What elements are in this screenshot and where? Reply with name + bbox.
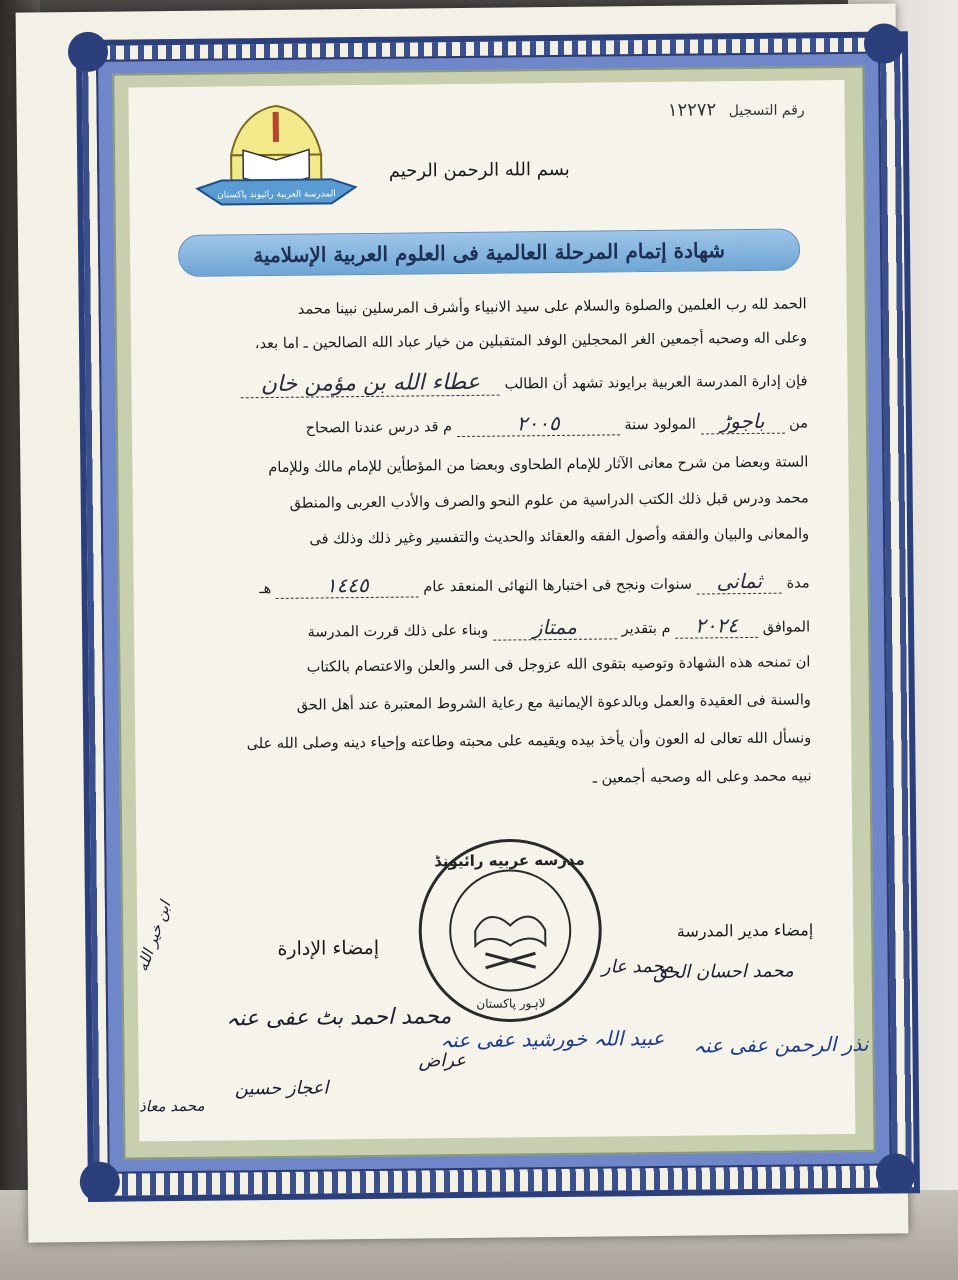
text-segment: مدة (786, 575, 810, 592)
text-line-9 (307, 612, 810, 642)
registration-number: ١٢٢٧٢ (667, 99, 717, 121)
exam-year-gregorian: ٢٠٢٤ (675, 613, 758, 639)
text-line-5: الستة وبعضا من شرح معانى الآثار للإمام الطحاوى وبعضا من المؤطأين للإمام مالك وللإمام (268, 454, 809, 477)
certificate-paper (16, 3, 909, 1242)
text-line-13: نبيه محمد وعلى اله وصحبه أجمعين ـ (592, 768, 812, 787)
exam-year-hijri: ١٤٤٥ (276, 572, 419, 598)
signature: محمد عار (601, 955, 674, 978)
stamp-location: لاہور پاکستان (476, 996, 546, 1011)
signature: عبید اللہ خورشید عفی عنہ (440, 1025, 665, 1053)
registration-label: رقم التسجيل (728, 102, 805, 120)
text-line-1: الحمد لله رب العلمين والصلوة والسلام على سيد الانبياء وأشرف المرسلين نبينا محمد (297, 296, 807, 318)
certificate-title: شهادة إتمام المرحلة العالمية فى العلوم العربية الإسلامية (178, 228, 800, 277)
signature: اعجاز حسین (234, 1077, 329, 1100)
stamp-text: مدرسه عربيه رائيونڈ (434, 850, 585, 871)
text-segment: هـ (259, 580, 272, 598)
birth-year: ٢٠٠٥ (457, 410, 620, 437)
corner-ornament (68, 32, 108, 72)
text-line-11: والسنة فى العقيدة والعمل وبالدعوة الإيمانية مع رعاية الشروط المعتبرة عند أهل الحق (296, 692, 811, 714)
text-segment: فإن إدارة المدرسة العربية برايوند تشهد أن الطالب (504, 373, 808, 393)
certificate-content (128, 80, 869, 1141)
hometown: باجوڑ (700, 409, 784, 435)
text-segment: سنوات ونجح فى اختبارها النهائى المنعقد عام (423, 576, 693, 596)
logo-text: المدرسة العربية رائيوند پاکستان (217, 189, 336, 201)
signature: محمد احسان الحق (652, 960, 794, 984)
text-segment: الموافق (762, 619, 811, 636)
text-line-4 (306, 408, 808, 438)
text-segment: المولود سنة (624, 416, 696, 434)
text-segment: م قد درس عندنا الصحاح (305, 419, 453, 437)
signature: عراض (418, 1049, 467, 1072)
administration-signature-label: إمضاء الإدارة (277, 936, 380, 960)
corner-ornament (80, 1162, 120, 1202)
signature: ابن خیر الله (133, 898, 175, 974)
study-duration: ثمانى (696, 569, 782, 595)
corner-ornament (864, 23, 904, 63)
text-line-10: ان تمنحه هذه الشهادة وتوصيه بتقوى الله عزوجل فى السر والعلن والاعتصام بالكتاب (306, 654, 811, 676)
principal-signature-label: إمضاء مدير المدرسة (676, 920, 814, 941)
student-name: عطاء الله بن مؤمن خان (241, 370, 500, 399)
grade: ممتاز (493, 614, 617, 640)
basmala: بسم الله الرحمن الرحيم (388, 158, 570, 182)
text-line-12: ونسأل الله تعالى له العون وأن يأخذ بيده ويقيمه على محبته وطاعته وإحياء دينه وصلى الله على (246, 730, 812, 753)
registration (668, 98, 805, 120)
signature: محمد احمد بٹ عفی عنہ (226, 1004, 452, 1032)
text-line-7: والمعانى والبيان والفقه وأصول الفقه والعقائد والحديث والتفسير وغير ذلك وذلك فى (309, 526, 810, 548)
text-segment: وبناء على ذلك قررت المدرسة (307, 622, 489, 641)
text-segment: من (789, 415, 809, 432)
corner-ornament (876, 1153, 916, 1193)
text-segment: م بتقدير (621, 620, 671, 638)
text-line-3 (241, 366, 808, 398)
text-line-2: وعلى اله وصحبه أجمعين الغر المحجلين الوفد المتقبلين من خيار عباد الله الصالحين ـ اما بعد، (254, 330, 808, 353)
signature: نذر الرحمن عفی عنہ (693, 1031, 869, 1058)
signature: محمد معاذ (138, 1096, 205, 1116)
text-line-8 (259, 568, 810, 599)
text-line-6: محمد ودرس قبل ذلك الكتب الدراسية من علوم النحو والصرف والأدب العربى والمنطق (289, 490, 809, 512)
school-stamp (414, 835, 606, 1027)
school-logo (191, 99, 362, 221)
